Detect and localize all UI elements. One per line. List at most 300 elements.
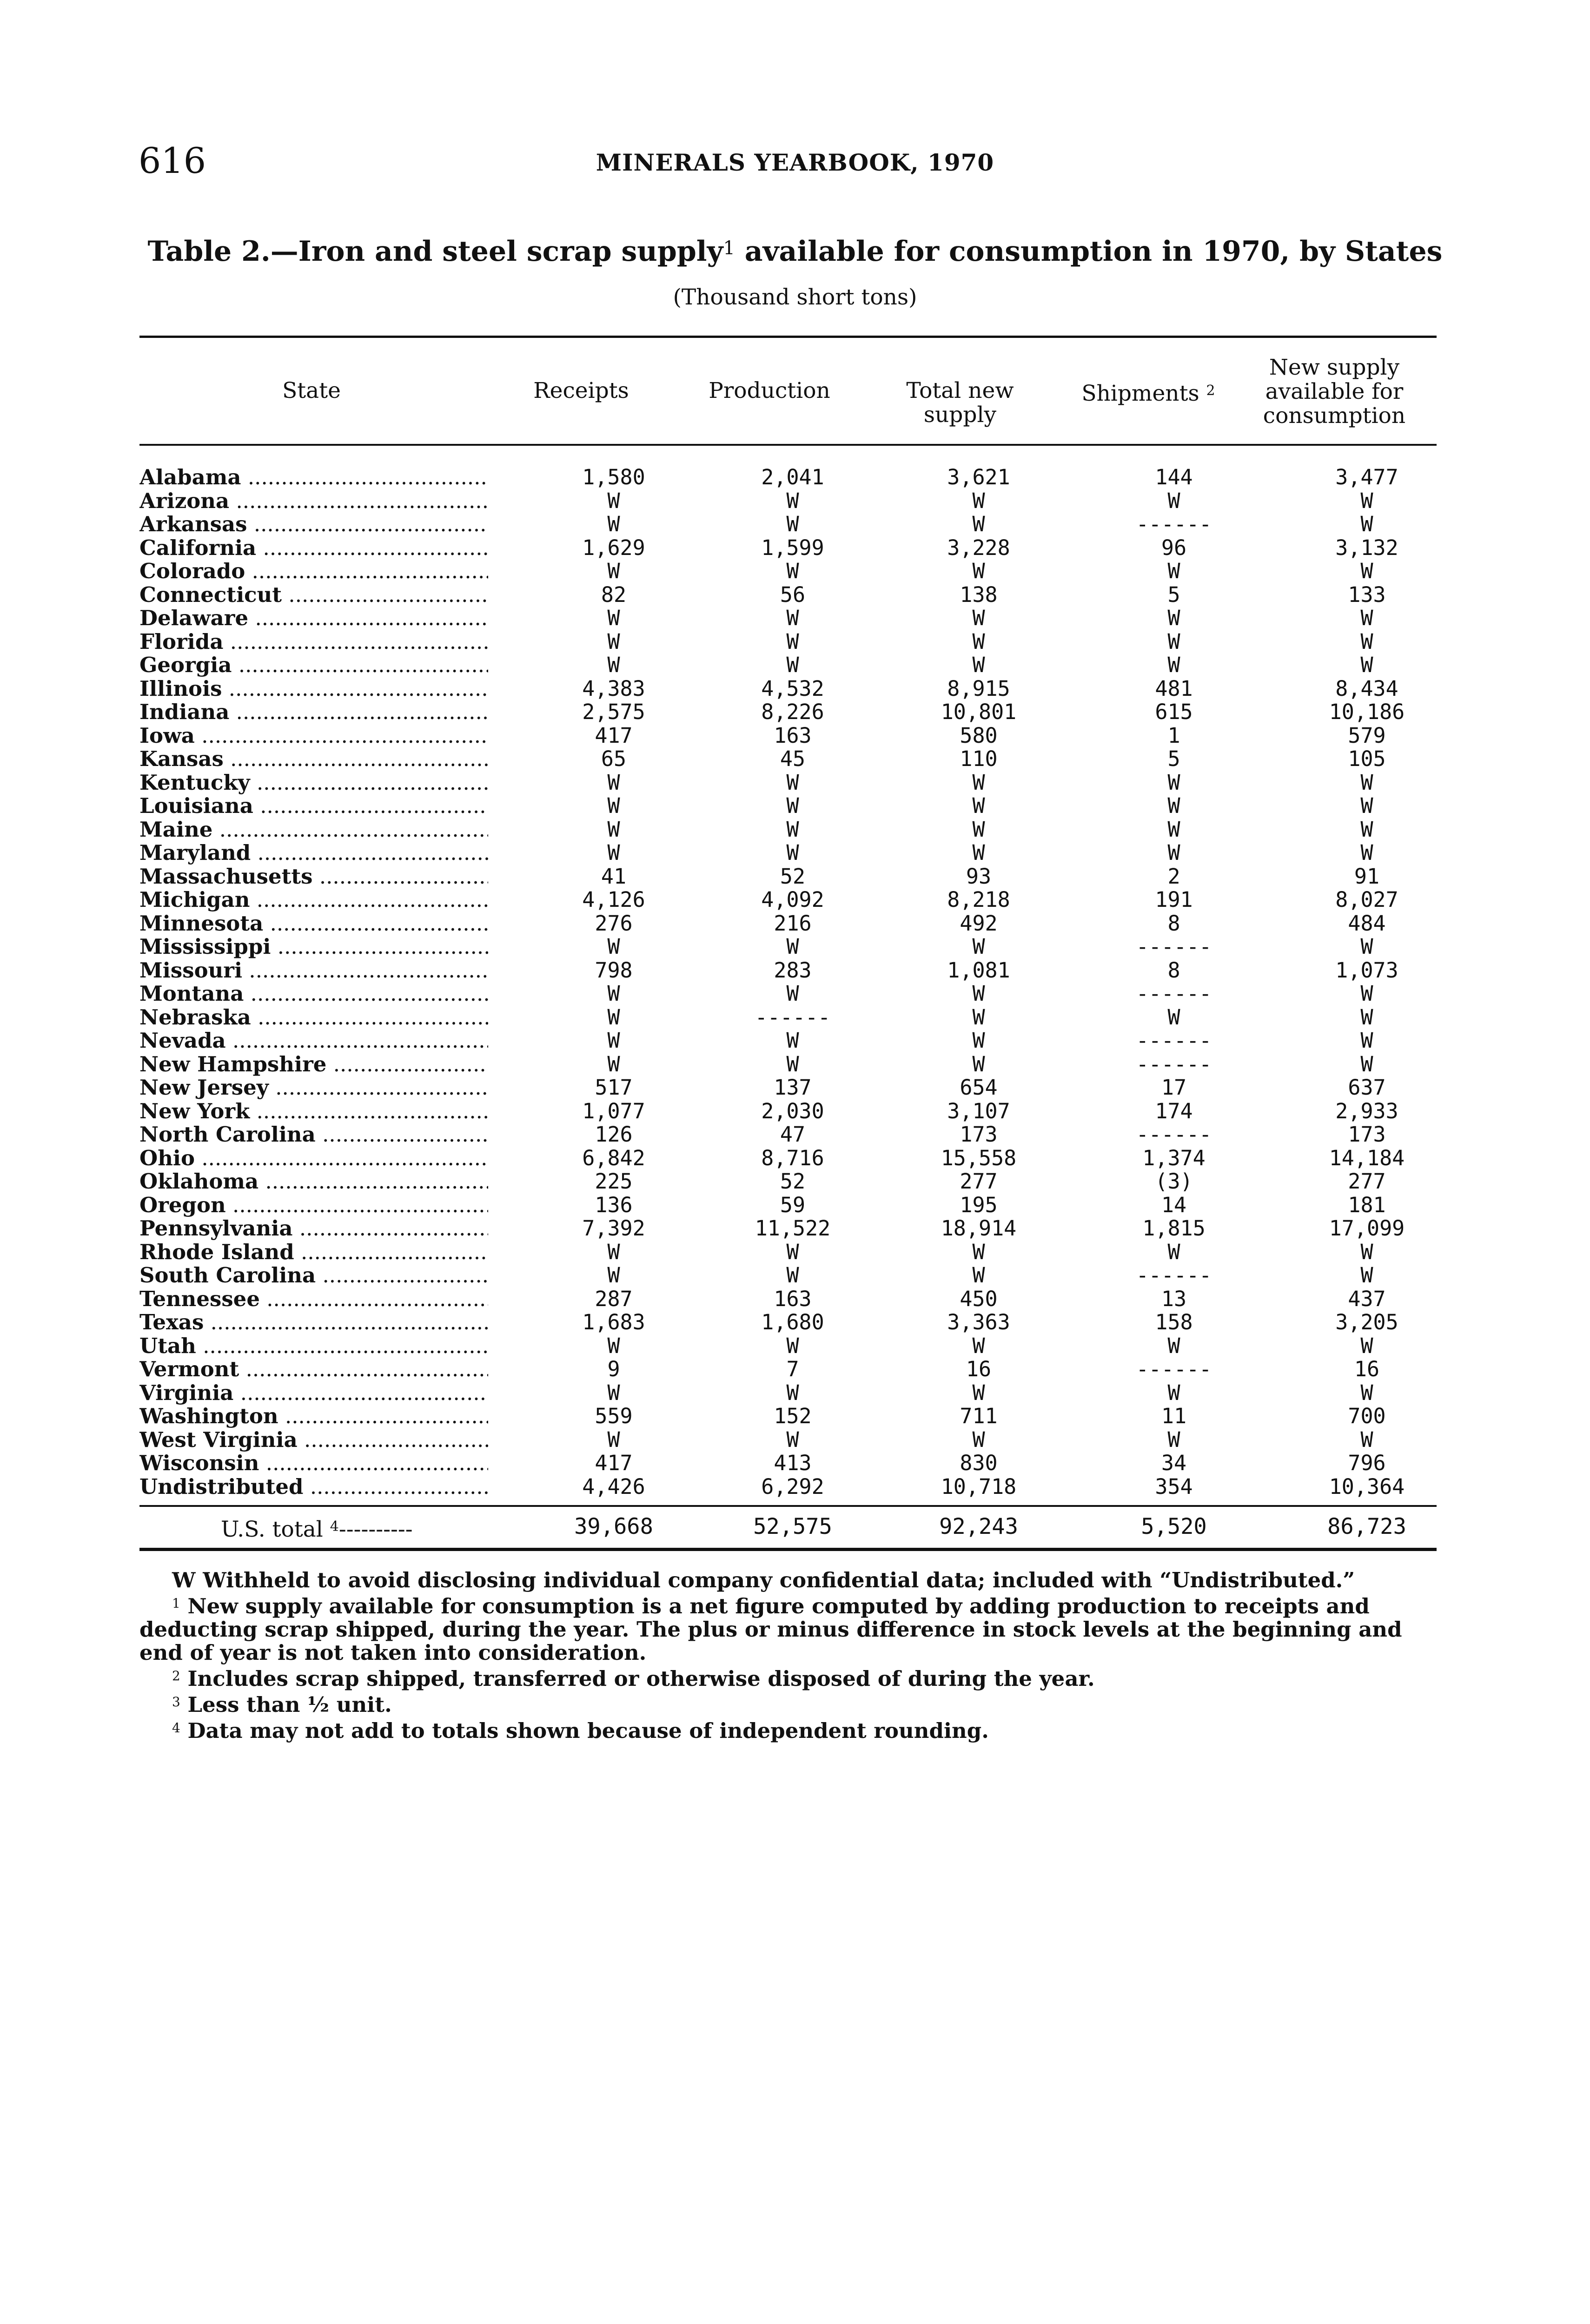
cell-production: 52 xyxy=(780,864,806,889)
cell-receipts: 6,842 xyxy=(582,1145,645,1170)
table-row xyxy=(139,841,1437,865)
cell-new-supply: 181 xyxy=(1348,1192,1386,1217)
cell-total-new-supply: 3,363 xyxy=(947,1310,1010,1334)
cell-total-new-supply: W xyxy=(972,770,985,795)
cell-shipments: 96 xyxy=(1161,535,1187,560)
total-footnote-ref: 4 xyxy=(330,1519,339,1535)
cell-receipts: 1,683 xyxy=(582,1310,645,1334)
col-header-new-supply: New supply available for consumption xyxy=(1263,355,1406,429)
table-row xyxy=(139,1334,1437,1358)
cell-state: Colorado ..... xyxy=(139,560,488,583)
cell-production: 2,041 xyxy=(761,465,824,489)
cell-receipts: 1,077 xyxy=(582,1098,645,1123)
cell-total-new-supply: 93 xyxy=(966,864,992,889)
cell-receipts: W xyxy=(607,559,620,583)
cell-production: W xyxy=(786,488,799,513)
cell-total-new-supply: 16 xyxy=(966,1357,992,1381)
footnote-2-text: Includes scrap shipped, transferred or otherwise disposed of during the year. xyxy=(187,1666,1095,1691)
cell-receipts: 4,383 xyxy=(582,676,645,701)
cell-production: W xyxy=(786,1380,799,1405)
table-bottom-rule xyxy=(139,1548,1437,1551)
cell-shipments: W xyxy=(1167,1380,1180,1405)
cell-state: Michigan ..... xyxy=(139,888,488,912)
cell-shipments: W xyxy=(1167,629,1180,654)
cell-state: Maine ..... xyxy=(139,818,488,842)
cell-new-supply: 173 xyxy=(1348,1122,1386,1147)
cell-new-supply: 10,186 xyxy=(1329,700,1405,724)
cell-receipts: 798 xyxy=(595,957,633,983)
total-receipts: 39,668 xyxy=(574,1514,653,1539)
table-row xyxy=(139,818,1437,842)
cell-state: Indiana ..... xyxy=(139,700,488,724)
table-row xyxy=(139,489,1437,513)
cell-state: Illinois ..... xyxy=(139,677,488,701)
table-row xyxy=(139,1405,1437,1428)
cell-shipments: W xyxy=(1167,770,1180,795)
table-title xyxy=(0,235,1590,268)
cell-receipts: W xyxy=(607,1263,620,1287)
cell-production: 4,092 xyxy=(761,887,824,912)
table-row xyxy=(139,794,1437,818)
cell-state: Florida ..... xyxy=(139,630,488,654)
title-footnote-ref: 1 xyxy=(723,238,735,259)
cell-receipts: W xyxy=(607,1333,620,1358)
cell-production: W xyxy=(786,817,799,842)
page-number: 616 xyxy=(139,140,206,181)
cell-new-supply: 277 xyxy=(1348,1169,1386,1194)
table-row xyxy=(139,1194,1437,1217)
cell-state: Maryland ..... xyxy=(139,841,488,865)
cell-total-new-supply: 138 xyxy=(960,582,998,607)
table-row xyxy=(139,1241,1437,1264)
cell-production: W xyxy=(786,981,799,1006)
total-shipments: 5,520 xyxy=(1141,1514,1207,1539)
cell-receipts: 136 xyxy=(595,1192,633,1217)
cell-receipts: W xyxy=(607,840,620,865)
cell-state: Texas ..... xyxy=(139,1311,488,1334)
cell-new-supply: W xyxy=(1360,840,1373,865)
cell-state: Oklahoma ..... xyxy=(139,1170,488,1194)
total-new-supply-total: 92,243 xyxy=(939,1514,1018,1539)
col-header-state: State xyxy=(282,378,341,403)
cell-total-new-supply: W xyxy=(972,512,985,536)
cell-receipts: 65 xyxy=(601,746,627,771)
cell-state: Pennsylvania ..... xyxy=(139,1217,488,1241)
cell-shipments: W xyxy=(1167,793,1180,818)
cell-state: Georgia ..... xyxy=(139,654,488,677)
cell-production: 163 xyxy=(774,723,812,748)
cell-state: Louisiana ..... xyxy=(139,794,488,818)
table-row xyxy=(139,630,1437,654)
cell-new-supply: 8,027 xyxy=(1335,887,1398,912)
cell-shipments: 481 xyxy=(1155,676,1193,701)
cell-production: 4,532 xyxy=(761,676,824,701)
cell-production: W xyxy=(786,559,799,583)
cell-production: 52 xyxy=(780,1169,806,1194)
cell-shipments: 615 xyxy=(1155,700,1193,724)
cell-shipments: W xyxy=(1167,817,1180,842)
cell-new-supply: 133 xyxy=(1348,582,1386,607)
cell-shipments: ------ xyxy=(1136,1122,1212,1147)
cell-state: Kentucky ..... xyxy=(139,771,488,795)
footnote-4 xyxy=(139,1717,1437,1743)
cell-shipments: 8 xyxy=(1167,957,1180,983)
cell-receipts: 1,580 xyxy=(582,465,645,489)
cell-state: Arizona ..... xyxy=(139,489,488,513)
cell-production: 45 xyxy=(780,746,806,771)
table-row xyxy=(139,912,1437,936)
cell-receipts: W xyxy=(607,817,620,842)
cell-production: 216 xyxy=(774,911,812,936)
cell-total-new-supply: 10,801 xyxy=(941,700,1017,724)
cell-production: W xyxy=(786,629,799,654)
cell-shipments: W xyxy=(1167,1333,1180,1358)
cell-new-supply: 17,099 xyxy=(1329,1216,1405,1241)
cell-shipments: W xyxy=(1167,488,1180,513)
table-row xyxy=(139,513,1437,536)
table-row xyxy=(139,1100,1437,1123)
cell-new-supply: 484 xyxy=(1348,911,1386,936)
footnote-4-ref: 4 xyxy=(172,1720,180,1736)
cell-new-supply: 14,184 xyxy=(1329,1145,1405,1170)
cell-total-new-supply: 18,914 xyxy=(941,1216,1017,1241)
cell-state: Washington ..... xyxy=(139,1405,488,1428)
shipments-footnote-ref: 2 xyxy=(1206,383,1215,399)
cell-production: 7 xyxy=(786,1357,799,1381)
cell-shipments: W xyxy=(1167,840,1180,865)
total-available: 86,723 xyxy=(1327,1514,1406,1539)
running-head: MINERALS YEARBOOK, 1970 xyxy=(596,149,994,176)
cell-shipments: 191 xyxy=(1155,887,1193,912)
cell-receipts: W xyxy=(607,1380,620,1405)
cell-total-new-supply: 1,081 xyxy=(947,957,1010,983)
data-table xyxy=(139,466,1437,1499)
cell-production: 47 xyxy=(780,1122,806,1147)
cell-new-supply: 2,933 xyxy=(1335,1098,1398,1123)
cell-receipts: 7,392 xyxy=(582,1216,645,1241)
table-row xyxy=(139,888,1437,912)
footnote-2-ref: 2 xyxy=(172,1668,180,1684)
cell-receipts: 4,426 xyxy=(582,1474,645,1499)
table-row xyxy=(139,1452,1437,1475)
cell-new-supply: W xyxy=(1360,1004,1373,1030)
total-top-rule xyxy=(139,1505,1437,1507)
cell-new-supply: W xyxy=(1360,512,1373,536)
cell-new-supply: W xyxy=(1360,606,1373,630)
cell-production: 56 xyxy=(780,582,806,607)
cell-new-supply: W xyxy=(1360,1427,1373,1452)
cell-production: W xyxy=(786,1051,799,1076)
table-row xyxy=(139,560,1437,583)
cell-shipments: 5 xyxy=(1167,582,1180,607)
table-row xyxy=(139,1428,1437,1452)
cell-new-supply: W xyxy=(1360,981,1373,1006)
table-units: (Thousand short tons) xyxy=(673,284,917,310)
cell-production: 1,599 xyxy=(761,535,824,560)
table-row xyxy=(139,1475,1437,1499)
header-bottom-rule xyxy=(139,444,1437,446)
cell-total-new-supply: W xyxy=(972,1263,985,1287)
cell-receipts: 287 xyxy=(595,1286,633,1311)
cell-receipts: W xyxy=(607,934,620,959)
cell-production: 8,226 xyxy=(761,700,824,724)
cell-receipts: 417 xyxy=(595,1451,633,1475)
table-top-rule xyxy=(139,336,1437,338)
cell-shipments: W xyxy=(1167,1004,1180,1030)
cell-production: 8,716 xyxy=(761,1145,824,1170)
cell-state: Nevada ..... xyxy=(139,1029,488,1053)
cell-state: Mississippi ..... xyxy=(139,935,488,959)
cell-shipments: 11 xyxy=(1161,1404,1187,1428)
cell-total-new-supply: 277 xyxy=(960,1169,998,1194)
cell-new-supply: 700 xyxy=(1348,1404,1386,1428)
cell-new-supply: W xyxy=(1360,629,1373,654)
cell-total-new-supply: W xyxy=(972,606,985,630)
table-row xyxy=(139,536,1437,560)
cell-state: Missouri ..... xyxy=(139,959,488,983)
cell-production: 2,030 xyxy=(761,1098,824,1123)
table-row xyxy=(139,607,1437,630)
cell-production: 137 xyxy=(774,1075,812,1100)
table-row xyxy=(139,1123,1437,1147)
cell-new-supply: W xyxy=(1360,1051,1373,1076)
cell-receipts: 2,575 xyxy=(582,700,645,724)
cell-state: Undistributed ..... xyxy=(139,1475,488,1499)
footnote-4-text: Data may not add to totals shown because of independent rounding. xyxy=(187,1718,989,1743)
cell-new-supply: 16 xyxy=(1354,1357,1380,1381)
table-row xyxy=(139,583,1437,607)
cell-new-supply: W xyxy=(1360,1333,1373,1358)
cell-receipts: 276 xyxy=(595,911,633,936)
cell-total-new-supply: W xyxy=(972,1028,985,1053)
col-header-receipts: Receipts xyxy=(533,378,629,403)
cell-shipments: W xyxy=(1167,559,1180,583)
cell-shipments: 174 xyxy=(1155,1098,1193,1123)
table-row xyxy=(139,1053,1437,1076)
cell-new-supply: W xyxy=(1360,793,1373,818)
cell-total-new-supply: W xyxy=(972,629,985,654)
cell-total-new-supply: 3,228 xyxy=(947,535,1010,560)
cell-total-new-supply: W xyxy=(972,1004,985,1030)
cell-shipments: ------ xyxy=(1136,512,1212,536)
cell-state: Rhode Island ..... xyxy=(139,1241,488,1264)
cell-state: Ohio ..... xyxy=(139,1147,488,1170)
cell-state: Alabama ..... xyxy=(139,466,488,489)
cell-production: 163 xyxy=(774,1286,812,1311)
cell-receipts: 517 xyxy=(595,1075,633,1100)
cell-receipts: W xyxy=(607,488,620,513)
cell-total-new-supply: 580 xyxy=(960,723,998,748)
cell-new-supply: W xyxy=(1360,1028,1373,1053)
cell-shipments: 8 xyxy=(1167,911,1180,936)
table-row xyxy=(139,677,1437,701)
cell-production: W xyxy=(786,1263,799,1287)
cell-shipments: 13 xyxy=(1161,1286,1187,1311)
cell-new-supply: 3,132 xyxy=(1335,535,1398,560)
table-row xyxy=(139,982,1437,1006)
cell-state: Minnesota ..... xyxy=(139,912,488,936)
cell-total-new-supply: W xyxy=(972,934,985,959)
cell-state: Utah ..... xyxy=(139,1334,488,1358)
cell-production: W xyxy=(786,1239,799,1264)
cell-receipts: W xyxy=(607,653,620,677)
footnote-2 xyxy=(139,1664,1437,1690)
col-header-shipments-label: Shipments xyxy=(1081,381,1199,406)
table-row xyxy=(139,1029,1437,1053)
footnote-1-ref: 1 xyxy=(172,1596,180,1611)
cell-shipments: (3) xyxy=(1155,1169,1193,1194)
cell-total-new-supply: 110 xyxy=(960,746,998,771)
cell-total-new-supply: W xyxy=(972,1051,985,1076)
cell-production: W xyxy=(786,512,799,536)
table-row xyxy=(139,1311,1437,1334)
cell-state: Montana ..... xyxy=(139,982,488,1006)
cell-production: W xyxy=(786,1028,799,1053)
table-row xyxy=(139,700,1437,724)
cell-production: W xyxy=(786,1333,799,1358)
cell-shipments: ------ xyxy=(1136,1263,1212,1287)
cell-new-supply: W xyxy=(1360,1239,1373,1264)
cell-total-new-supply: W xyxy=(972,817,985,842)
cell-production: W xyxy=(786,793,799,818)
table-title-rest: available for consumption in 1970, by States xyxy=(744,235,1443,268)
table-row xyxy=(139,1170,1437,1194)
cell-state: Massachusetts ..... xyxy=(139,865,488,889)
table-row xyxy=(139,466,1437,489)
cell-shipments: W xyxy=(1167,1427,1180,1452)
cell-state: Iowa ..... xyxy=(139,724,488,748)
cell-total-new-supply: W xyxy=(972,1239,985,1264)
cell-new-supply: W xyxy=(1360,817,1373,842)
cell-shipments: ------ xyxy=(1136,934,1212,959)
cell-new-supply: 637 xyxy=(1348,1075,1386,1100)
cell-total-new-supply: 450 xyxy=(960,1286,998,1311)
table-row xyxy=(139,1147,1437,1170)
cell-shipments: 1 xyxy=(1167,723,1180,748)
table-row xyxy=(139,1358,1437,1381)
table-row xyxy=(139,1381,1437,1405)
cell-state: Nebraska ..... xyxy=(139,1006,488,1030)
cell-receipts: 225 xyxy=(595,1169,633,1194)
cell-shipments: ------ xyxy=(1136,1028,1212,1053)
cell-production: 11,522 xyxy=(755,1216,831,1241)
cell-new-supply: W xyxy=(1360,1380,1373,1405)
table-row xyxy=(139,1006,1437,1030)
cell-receipts: 417 xyxy=(595,723,633,748)
cell-state: New York ..... xyxy=(139,1100,488,1123)
cell-total-new-supply: 10,718 xyxy=(941,1474,1017,1499)
footnote-3-ref: 3 xyxy=(172,1694,180,1710)
col-header-total-new-supply: Total new supply xyxy=(906,378,1014,428)
cell-total-new-supply: 492 xyxy=(960,911,998,936)
cell-new-supply: 8,434 xyxy=(1335,676,1398,701)
cell-shipments: 144 xyxy=(1155,465,1193,489)
cell-new-supply: W xyxy=(1360,559,1373,583)
cell-receipts: W xyxy=(607,1051,620,1076)
cell-production: 59 xyxy=(780,1192,806,1217)
cell-new-supply: W xyxy=(1360,1263,1373,1287)
cell-production: ------ xyxy=(755,1004,831,1030)
footnotes xyxy=(139,1569,1437,1743)
cell-receipts: 126 xyxy=(595,1122,633,1147)
cell-receipts: W xyxy=(607,793,620,818)
cell-total-new-supply: 830 xyxy=(960,1451,998,1475)
footnote-1-text: New supply available for consumption is a net figure computed by adding production to receipts and deducting scrap shipped, during the year. The plus or minus difference in stock levels at the beginning and end of year is not taken into consideration. xyxy=(139,1594,1402,1665)
cell-production: W xyxy=(786,653,799,677)
cell-state: Vermont ..... xyxy=(139,1358,488,1381)
cell-new-supply: 579 xyxy=(1348,723,1386,748)
cell-state: Virginia ..... xyxy=(139,1381,488,1405)
footnote-1 xyxy=(139,1592,1437,1664)
cell-state: Tennessee ..... xyxy=(139,1287,488,1311)
table-row xyxy=(139,865,1437,889)
cell-receipts: W xyxy=(607,981,620,1006)
cell-shipments: W xyxy=(1167,1239,1180,1264)
cell-shipments: ------ xyxy=(1136,1357,1212,1381)
cell-state: Delaware ..... xyxy=(139,607,488,630)
cell-receipts: W xyxy=(607,1427,620,1452)
cell-new-supply: 437 xyxy=(1348,1286,1386,1311)
cell-total-new-supply: 173 xyxy=(960,1122,998,1147)
cell-state: Oregon ..... xyxy=(139,1194,488,1217)
cell-new-supply: 3,205 xyxy=(1335,1310,1398,1334)
cell-receipts: 82 xyxy=(601,582,627,607)
cell-state: South Carolina ..... xyxy=(139,1264,488,1287)
table-row xyxy=(139,1076,1437,1100)
footnote-3-text: Less than ½ unit. xyxy=(187,1692,392,1717)
table-row xyxy=(139,935,1437,959)
cell-new-supply: 1,073 xyxy=(1335,957,1398,983)
cell-shipments: W xyxy=(1167,606,1180,630)
cell-receipts: W xyxy=(607,512,620,536)
cell-total-new-supply: 15,558 xyxy=(941,1145,1017,1170)
footnote-3 xyxy=(139,1690,1437,1717)
cell-total-new-supply: W xyxy=(972,840,985,865)
cell-state: West Virginia ..... xyxy=(139,1428,488,1452)
table-row xyxy=(139,959,1437,983)
cell-shipments: 34 xyxy=(1161,1451,1187,1475)
cell-shipments: ------ xyxy=(1136,1051,1212,1076)
cell-state: Wisconsin ..... xyxy=(139,1452,488,1475)
cell-production: 413 xyxy=(774,1451,812,1475)
footnote-w: W Withheld to avoid disclosing individual company confidential data; included with “Undistributed.” xyxy=(172,1568,1355,1592)
cell-receipts: W xyxy=(607,770,620,795)
cell-state: Kansas ..... xyxy=(139,747,488,771)
cell-total-new-supply: W xyxy=(972,981,985,1006)
cell-total-new-supply: 3,621 xyxy=(947,465,1010,489)
cell-total-new-supply: W xyxy=(972,1380,985,1405)
col-header-shipments xyxy=(1065,379,1232,406)
table-row xyxy=(139,724,1437,748)
cell-total-new-supply: 8,915 xyxy=(947,676,1010,701)
cell-production: W xyxy=(786,606,799,630)
cell-new-supply: W xyxy=(1360,653,1373,677)
cell-total-new-supply: 654 xyxy=(960,1075,998,1100)
cell-production: W xyxy=(786,770,799,795)
cell-total-new-supply: W xyxy=(972,488,985,513)
cell-shipments: 158 xyxy=(1155,1310,1193,1334)
cell-receipts: W xyxy=(607,1028,620,1053)
table-title-main: Table 2.—Iron and steel scrap supply xyxy=(147,235,723,268)
table-row xyxy=(139,1287,1437,1311)
cell-shipments: ------ xyxy=(1136,981,1212,1006)
cell-total-new-supply: W xyxy=(972,793,985,818)
cell-receipts: W xyxy=(607,606,620,630)
cell-new-supply: 91 xyxy=(1354,864,1380,889)
cell-receipts: W xyxy=(607,629,620,654)
table-row xyxy=(139,747,1437,771)
cell-shipments: 354 xyxy=(1155,1474,1193,1499)
